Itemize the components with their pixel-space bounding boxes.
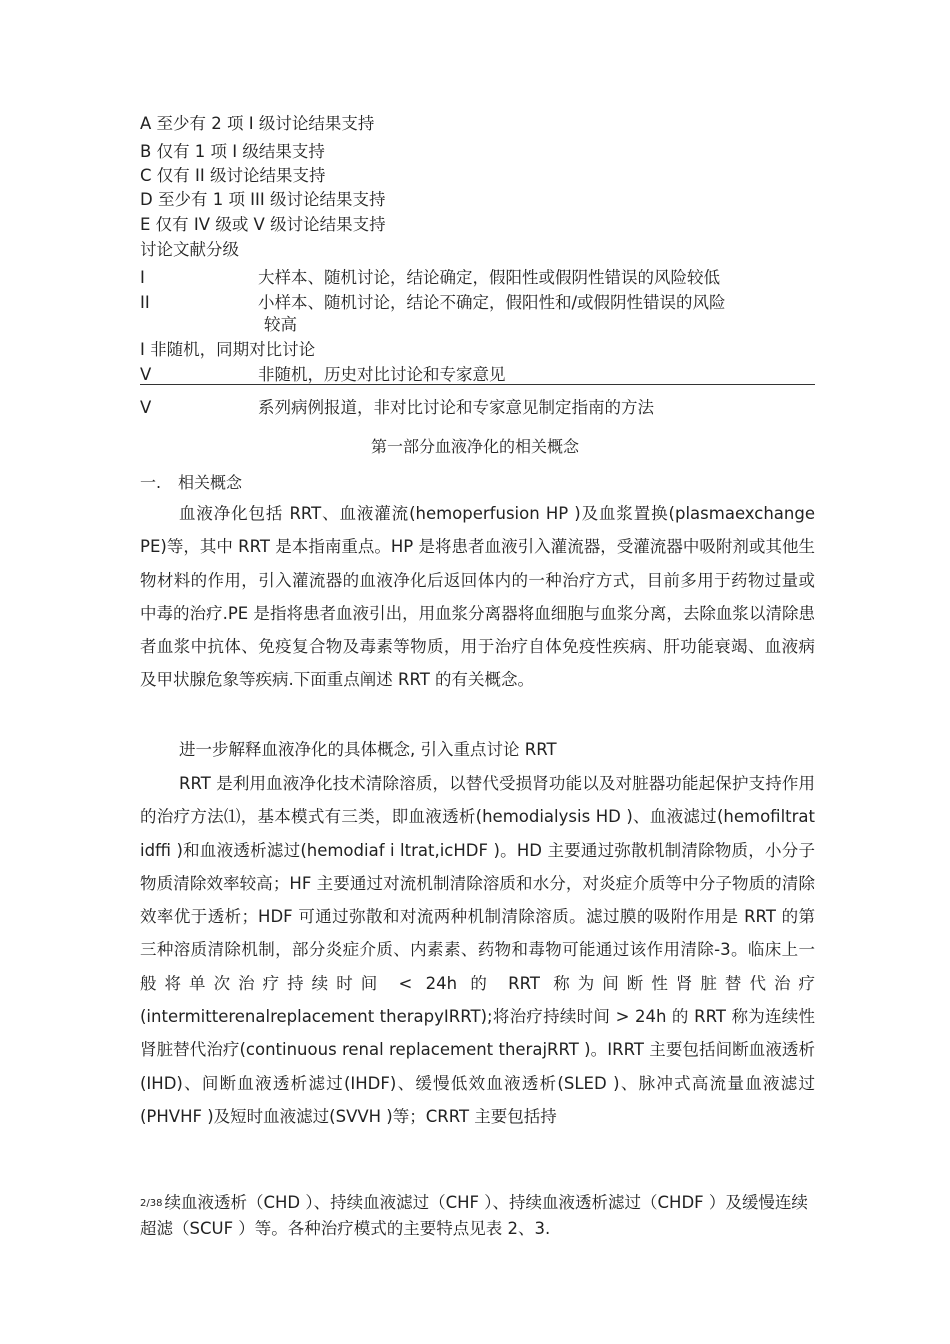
grading-title: 讨论文献分级 (140, 240, 239, 259)
table-divider (140, 384, 815, 385)
grade-desc-line1: 小样本、随机讨论，结论不确定，假阳性和/或假阴性错误的风险 (258, 293, 726, 312)
grade-level: V (140, 398, 152, 417)
evidence-level-b: B 仅有 1 项 I 级结果支持 (140, 142, 325, 161)
section-title: 相关概念 (178, 473, 243, 492)
evidence-level-c: C 仅有 II 级讨论结果支持 (140, 166, 326, 185)
grade-desc: 非随机，历史对比讨论和专家意见 (258, 365, 506, 384)
page-number: 2/38 (140, 1198, 163, 1209)
paragraph-intro-rrt: 进一步解释血液净化的具体概念, 引入重点讨论 RRT (179, 740, 557, 759)
evidence-level-e: E 仅有 IV 级或 V 级讨论结果支持 (140, 215, 386, 234)
section-heading (140, 470, 242, 493)
footer-continuation: 续血液透析（CHD ）、持续血液滤过（CHF ）、持续血液透析滤过（CHDF ）及缓慢连续超滤（SCUF ）等。各种治疗模式的主要特点见表 2、3. (140, 1193, 808, 1238)
paragraph-blood-purification: 血液净化包括 RRT、血液灌流(hemoperfusion HP )及血浆置换(plasmaexchange PE)等，其中 RRT 是本指南重点。HP 是将患者血液引入灌流器，受灌流器中吸附剂或其他生物材料的作用，引入灌流器的血液净化后返回体内的一种治疗方式，目前多用于药物过量或中毒的治疗.PE 是指将患者血液引出，用血浆分离器将血细胞与血浆分离，去除血浆以清除患者血浆中抗体、免疫复合物及毒素等物质，用于治疗自体免疫性疾病、肝功能衰竭、血液病及甲状腺危象等疾病.下面重点阐述 RRT 的有关概念。 (140, 504, 815, 690)
paragraph-rrt-modes: RRT 是利用血液净化技术清除溶质，以替代受损肾功能以及对脏器功能起保护支持作用的治疗方法⑴，基本模式有三类，即血液透析(hemodialysis HD )、血液滤过(hemofiltrat idffi )和血液透析滤过(hemodiaf i ltrat,icHDF )。HD 主要通过弥散机制清除物质，小分子物质清除效率较高；HF 主要通过对流机制清除溶质和水分，对炎症介质等中分子物质的清除效率优于透析；HDF 可通过弥散和对流两种机制清除溶质。滤过膜的吸附作用是 RRT 的第三种溶质清除机制，部分炎症介质、内素素、药物和毒物可能通过该作用清除-3。临床上一般将单次治疗持续时间 < 24h 的 RRT 称为间断性肾脏替代治疗(intermitterenalreplacement therapyIRRT);将治疗持续时间 > 24h 的 RRT 称为连续性肾脏替代治疗(continuous renal replacement therajRRT )。IRRT 主要包括间断血液透析(IHD)、间断血液透析滤过(IHDF)、缓慢低效血液透析(SLED )、脉冲式高流量血液滤过(PHVHF )及短时血液滤过(SVVH )等；CRRT 主要包括持 (140, 774, 815, 1126)
grade-desc: 系列病例报道，非对比讨论和专家意见制定指南的方法 (258, 398, 654, 417)
grade-desc: 大样本、随机讨论，结论确定，假阳性或假阴性错误的风险较低 (258, 268, 720, 287)
grade-desc-line2: 较高 (264, 315, 297, 334)
grade-level: I 非随机，同期对比讨论 (140, 340, 316, 359)
page-footer-text (140, 1190, 820, 1241)
part-title: 第一部分血液净化的相关概念 (370, 437, 579, 456)
grade-desc (258, 292, 798, 336)
evidence-level-d: D 至少有 1 项 III 级讨论结果支持 (140, 190, 386, 209)
grade-level: V (140, 365, 152, 384)
section-number: 一. (140, 473, 162, 492)
grade-level: II (140, 293, 150, 312)
evidence-level-a: A 至少有 2 项 I 级讨论结果支持 (140, 114, 375, 133)
grade-level: I (140, 268, 145, 287)
